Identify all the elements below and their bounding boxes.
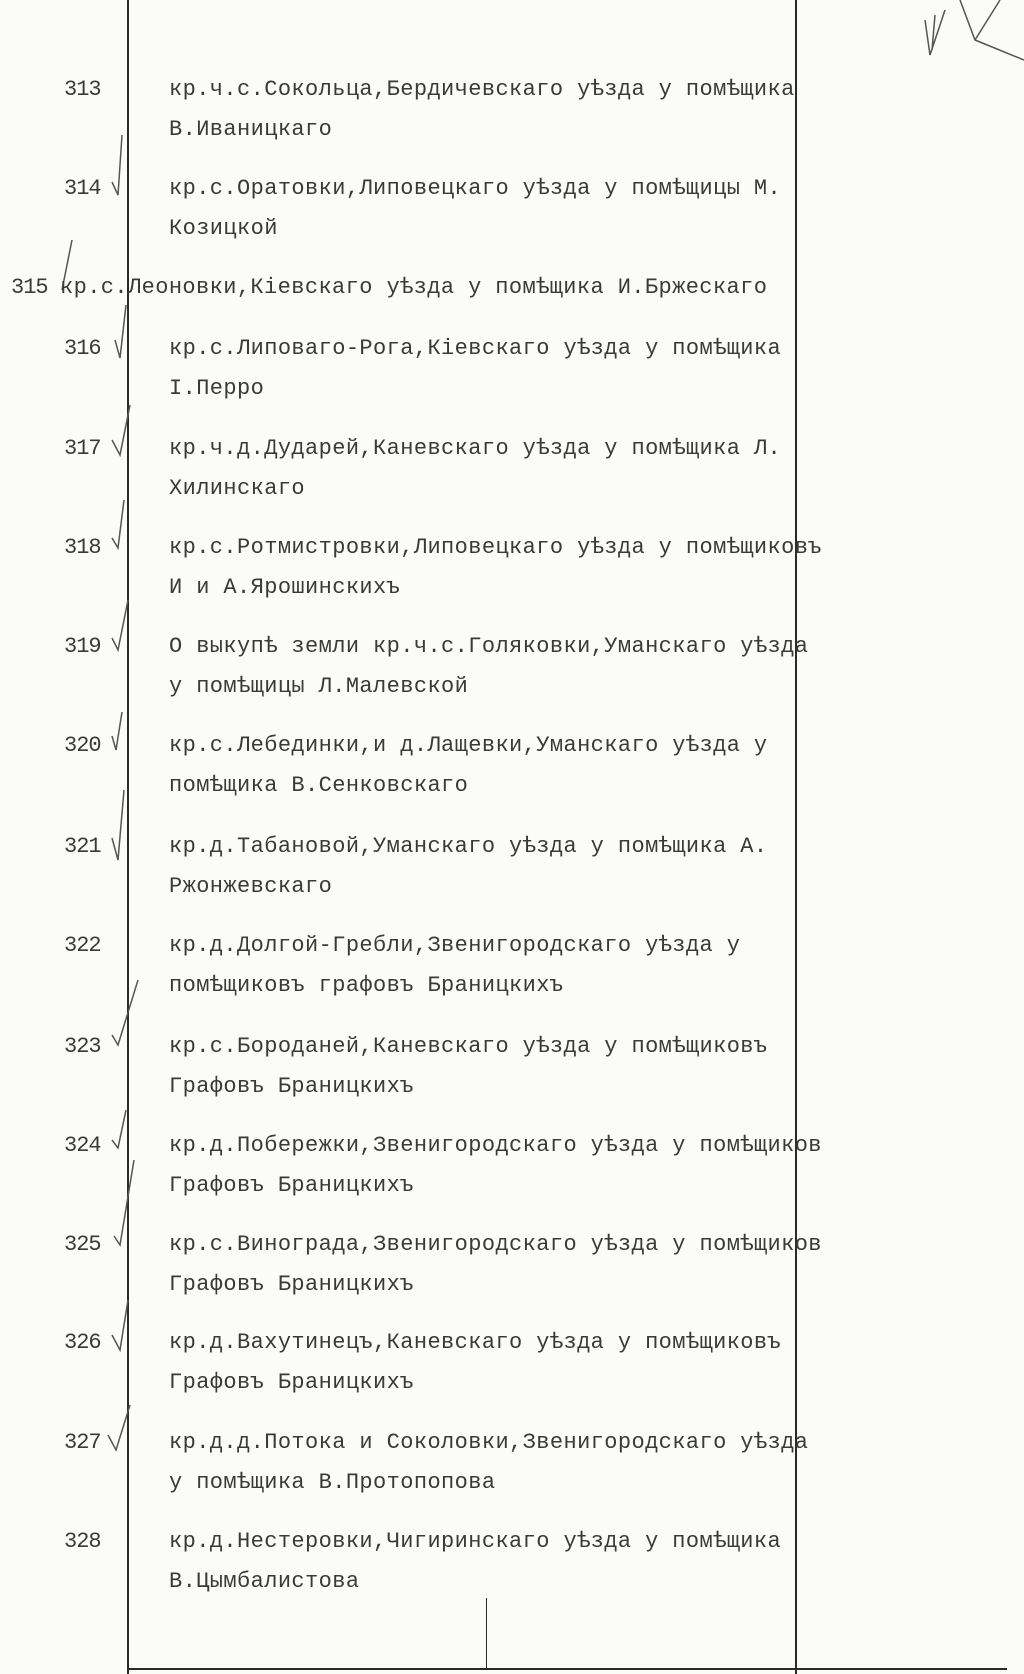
- check-mark-icon: [112, 500, 124, 548]
- entry-number: 324: [64, 1133, 101, 1158]
- entry-number: 317: [64, 436, 101, 461]
- entry-number: 316: [64, 336, 101, 361]
- entry-number: 326: [64, 1330, 101, 1355]
- entry-text-line: кр.с.Бороданей,Каневскаго уѣзда у помѣщиковъ: [169, 1034, 768, 1059]
- entry-text-line: кр.с.Винограда,Звенигородскаго уѣзда у помѣщиков: [169, 1232, 822, 1257]
- entry-text-line: кр.с.Лебединки,и д.Лащевки,Уманскаго уѣзда у: [169, 733, 768, 758]
- check-mark-icon: [925, 10, 945, 55]
- check-mark-icon: [112, 1300, 128, 1350]
- entry-text-line: кр.д.Вахутинецъ,Каневскаго уѣзда у помѣщиковъ: [169, 1330, 782, 1355]
- entry-text-line: кр.д.Табановой,Уманскаго уѣзда у помѣщика А.: [169, 834, 768, 859]
- entry-number: 328: [64, 1529, 101, 1554]
- folded-corner-icon: [960, 0, 1024, 60]
- entry-text-line: кр.д.Нестеровки,Чигиринскаго уѣзда у помѣщика: [169, 1529, 782, 1554]
- entry-text-line: помѣщиковъ графовъ Браницкихъ: [169, 973, 564, 998]
- entry-number: 314: [64, 176, 101, 201]
- entry-number: 320: [64, 733, 101, 758]
- entry-text-line: В.Цымбалистова: [169, 1569, 360, 1594]
- check-mark-icon: [112, 135, 122, 195]
- check-mark-icon: [112, 1110, 126, 1148]
- entry-text-line: Графовъ Браницкихъ: [169, 1272, 414, 1297]
- entry-text-line: кр.ч.д.Дударей,Каневскаго уѣзда у помѣщика Л.: [169, 436, 782, 461]
- entry-text-line: Графовъ Браницкихъ: [169, 1173, 414, 1198]
- entry-text-line: кр.д.Побережки,Звенигородскаго уѣзда у помѣщиков: [169, 1133, 822, 1158]
- check-mark-icon: [108, 1405, 130, 1450]
- check-mark-icon: [115, 305, 126, 358]
- check-mark-icon: [112, 600, 128, 650]
- check-mark-icon: [112, 712, 122, 750]
- entry-text-line: у помѣщицы Л.Малевской: [169, 674, 469, 699]
- entry-text-line: И и А.Ярошинскихъ: [169, 575, 401, 600]
- check-mark-icon: [114, 1160, 134, 1245]
- entry-number: 322: [64, 933, 101, 958]
- entry-text-line: кр.с.Липоваго-Рога,Кіевскаго уѣзда у помѣщика: [169, 336, 782, 361]
- entry-text-line: кр.ч.с.Сокольца,Бердичевскаго уѣзда у помѣщика: [169, 77, 795, 102]
- entry-number: 325: [64, 1232, 101, 1257]
- entry-text-line: І.Перро: [169, 376, 265, 401]
- entry-number: 313: [64, 77, 101, 102]
- entry-text-line: Графовъ Браницкихъ: [169, 1074, 414, 1099]
- check-mark-icon: [112, 980, 138, 1045]
- entry-text-line: кр.д.д.Потока и Соколовки,Звенигородскаго уѣзда: [169, 1430, 809, 1455]
- entry-text-line: у помѣщика В.Протопопова: [169, 1470, 496, 1495]
- entry-number: 321: [64, 834, 101, 859]
- entry-text-line: кр.д.Долгой-Гребли,Звенигородскаго уѣзда у: [169, 933, 741, 958]
- entry-text-line: Козицкой: [169, 216, 278, 241]
- entry-text-line: Ржонжевскаго: [169, 874, 333, 899]
- entry-number: 327: [64, 1430, 101, 1455]
- check-mark-icon: [112, 405, 130, 455]
- entry-text-line: кр.с.Леоновки,Кіевскаго уѣзда у помѣщика И.Бржескаго: [60, 275, 768, 300]
- entry-text-line: кр.с.Оратовки,Липовецкаго уѣзда у помѣщицы М.: [169, 176, 782, 201]
- entry-text-line: кр.с.Ротмистровки,Липовецкаго уѣзда у помѣщиковъ: [169, 535, 822, 560]
- entry-text-line: помѣщика В.Сенковскаго: [169, 773, 469, 798]
- entry-number: 318: [64, 535, 101, 560]
- entry-number: 323: [64, 1034, 101, 1059]
- entry-text-line: О выкупѣ земли кр.ч.с.Голяковки,Уманскаго уѣзда: [169, 634, 809, 659]
- entry-number: 319: [64, 634, 101, 659]
- entry-text-line: Графовъ Браницкихъ: [169, 1370, 414, 1395]
- entry-text-line: В.Иваницкаго: [169, 117, 333, 142]
- entry-number: 315: [11, 275, 48, 300]
- check-mark-icon: [112, 790, 124, 860]
- entry-text-line: Хилинскаго: [169, 476, 306, 501]
